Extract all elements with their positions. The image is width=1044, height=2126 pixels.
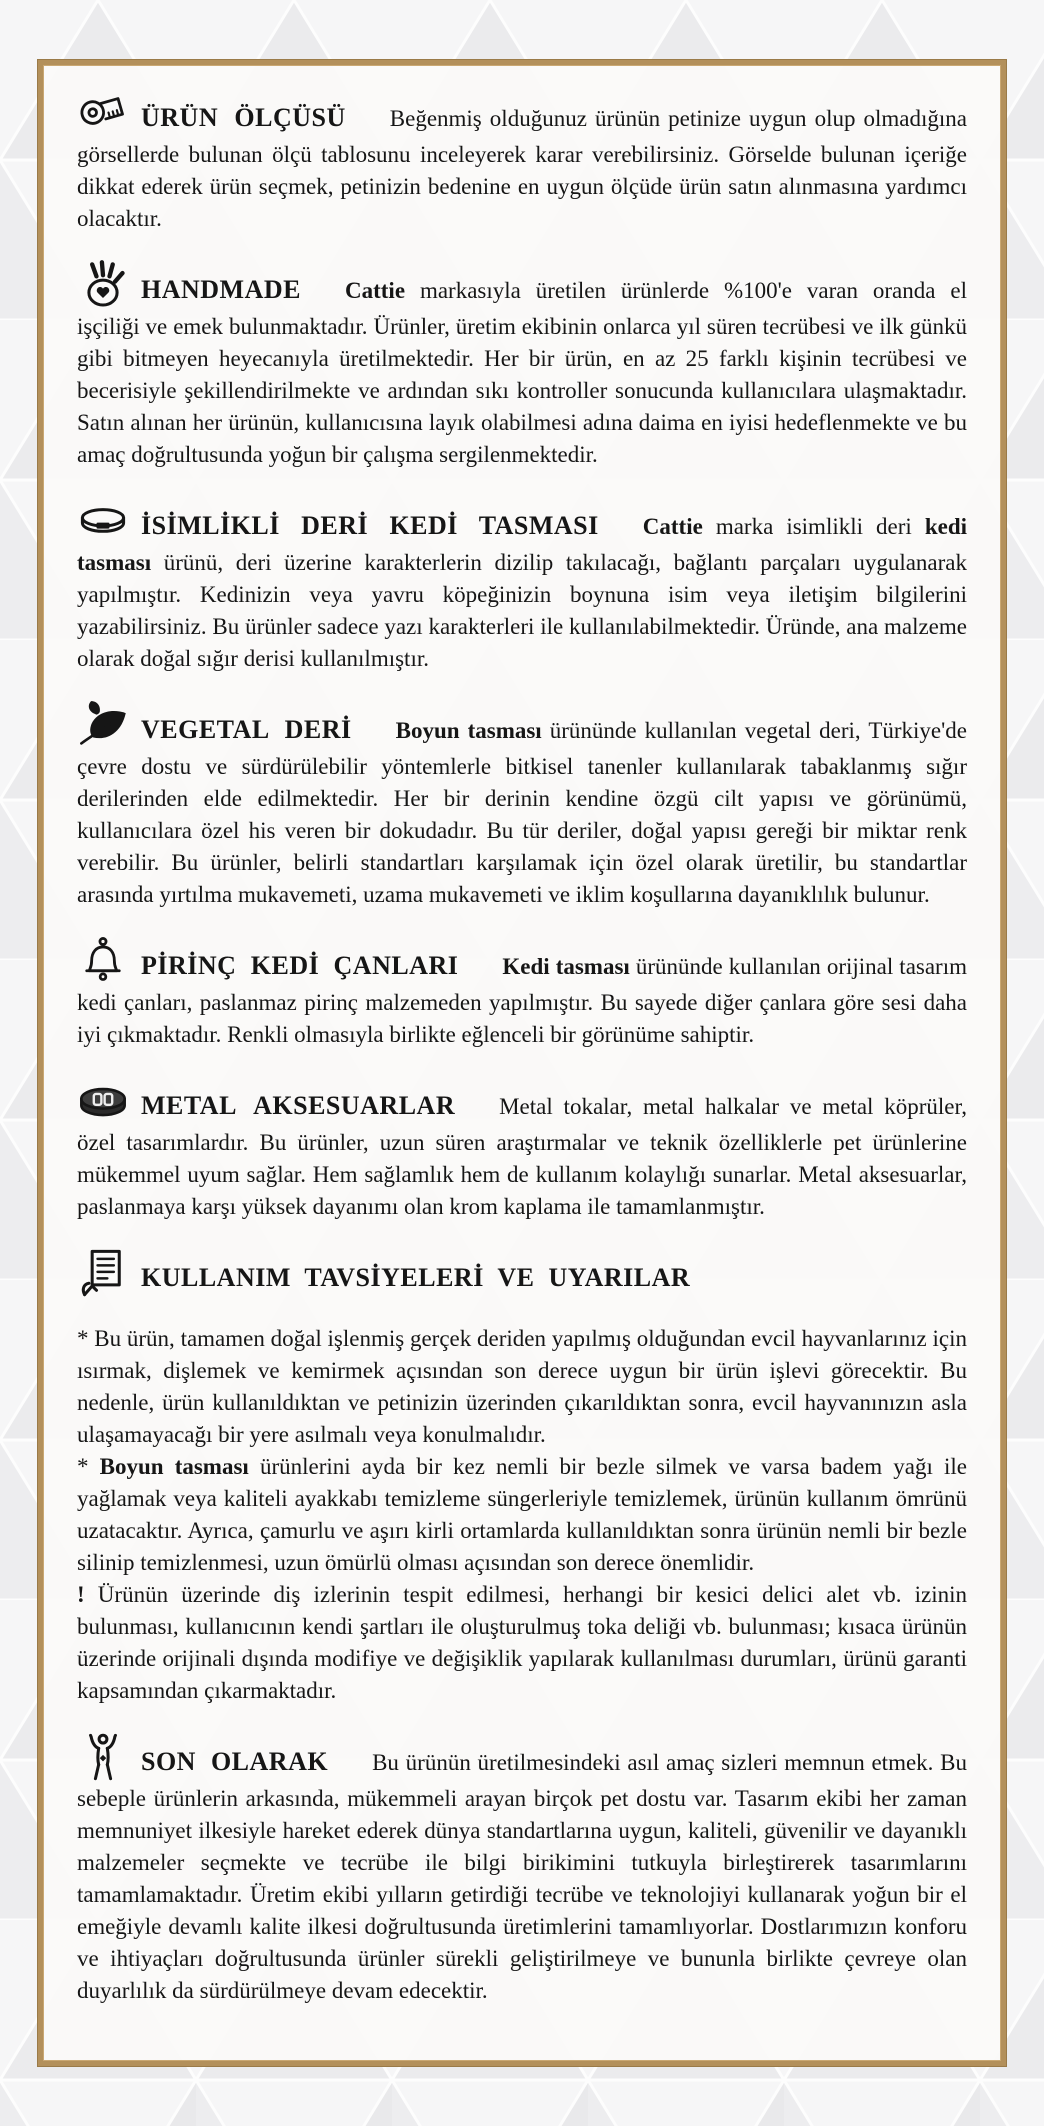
section-metal-accessories	[77, 1075, 967, 1223]
section-handmade	[77, 259, 967, 471]
usage-paragraph-3-text: Ürünün üzerinde diş izlerinin tespit edilmesi, herhangi bir kesici delici alet vb. izinin bulunması, kullanıcının kendi şartları ile oluşturulmuş toka deliği vb. bulunması; kısaca ürünün üzerinde orijinali dışında modifiye ve değişiklik yapılarak kullanılması durumları, ürünü garanti kapsamından çıkarmaktadır.	[77, 1582, 967, 1703]
usage-body	[77, 1323, 967, 1707]
care-note-icon	[77, 1247, 129, 1299]
metal-collar-icon	[77, 1075, 129, 1127]
section-body: ürünü, deri üzerine karakterlerin dizilip takılacağı, bağlantı parçaları uygulanarak yapılmıştır. Kedinizin veya yavru köpeğinizin boynuna isim veya iletişim bilgilerini yazabilirsiniz. Bu ürünler sadece yazı karakterleri ile kullanılabilmektedir. Üründe, ana malzeme olarak doğal sığır derisi kullanılmıştır.	[77, 550, 967, 671]
section-body: ürününde kullanılan orijinal tasarım kedi çanları, paslanmaz pirinç malzemeden yapılmıştır. Bu sayede diğer çanlara göre sesi daha iyi çıkmaktadır. Renkli olmasıyla birlikte eğlenceli bir görünüme sahiptir.	[77, 954, 967, 1047]
section-title: ÜRÜN ÖLÇÜSÜ	[141, 103, 346, 132]
brand-name: Cattie	[642, 514, 703, 539]
bullet: *	[77, 1454, 100, 1479]
section-body: Beğenmiş olduğunuz ürünün petinize uygun olup olmadığına görsellerde bulunan ölçü tablosunu inceleyerek karar verebilirsiniz. Görselde bulunan içeriğe dikkat ederek ürün seçmek, petinizin bedenine en uygun ölçüde ürün satın alınmasına yardımcı olacaktır.	[77, 106, 967, 231]
collar-icon	[77, 495, 129, 547]
product-name-bold: Boyun tasması	[395, 718, 542, 743]
section-body: Metal tokalar, metal halkalar ve metal köprüler, özel tasarımlardır. Bu ürünler, uzun süren araştırmalar ve teknik özelliklerle pet ürünlerine mükemmel uyum sağlar. Hem sağlamlık hem de kullanım kolaylığı sunarlar. Metal aksesuarlar, paslanmaya karşı yüksek dayanımı olan krom kaplama ile tamamlanmıştır.	[77, 1094, 967, 1219]
section-finally	[77, 1731, 967, 2007]
product-name-bold: Boyun tasması	[99, 1454, 249, 1479]
brand-name: Cattie	[345, 278, 406, 303]
section-title: HANDMADE	[141, 275, 301, 304]
section-title: İSİMLİKLİ DERİ KEDİ TASMASI	[141, 511, 599, 540]
section-brass-bells	[77, 935, 967, 1051]
product-name-bold: kedi tasması	[77, 514, 967, 575]
bell-icon	[77, 935, 129, 987]
section-body: Bu ürünün üretilmesindeki asıl amaç sizleri memnun etmek. Bu sebeple ürünlerin arkasında, mükemmeli arayan birçok pet dostu var. Tasarım ekibi her zaman memnuniyet ilkesiyle hareket ederek dünya standartlarına uygun, kaliteli, güvenilir ve dayanıklı malzemeler seçmekte ve tecrübe ile bilgi birikimini tutkuyla birleştirerek tasarımlarını tamamlamaktadır. Üretim ekibi yılların getirdiği tecrübe ve teknolojiyi kullanarak yoğun bir el emeğiyle devamlı kalite ilkesi doğrultusunda üretimlerini tamamlıyorlar. Dostlarımızın konforu ve ihtiyaçları doğrultusunda ürünler sürekli geliştirilmeye ve bununla birlikte çevreye olan duyarlılık da sürdürülmeye devam edecektir.	[77, 1750, 968, 2003]
usage-paragraph-2-text: ürünlerini ayda bir kez nemli bir bezle silmek ve varsa badem yağı ile yağlamak veya kaliteli ayakkabı temizleme süngerleriyle temizlemek, ürünün kullanım ömrünü uzatacaktır. Ayrıca, çamurlu ve aşırı kirli ortamlarda kullanıldıktan sonra ürünün nemli bir bezle silinip temizlenmesi, uzun ömürlü olması açısından son derece önemlidir.	[77, 1454, 968, 1575]
cheering-person-icon	[77, 1731, 129, 1783]
section-usage-warnings	[77, 1247, 967, 1707]
section-body: ürününde kullanılan vegetal deri, Türkiye'de çevre dostu ve sürdürülebilir yöntemlerle bitkisel tanenler kullanılarak tabaklanmış sığır derilerinden elde edilmektedir. Her bir derinin kendine özgü cilt yapısı ve görünümü, kullanıcılara özel his veren bir dokudadır. Bu tür deriler, doğal yapısı gereği bir miktar renk verebilir. Bu ürünler, belirli standartları karşılamak için özel olarak üretilir, bu standartlar arasında yırtılma mukavemeti, uzama mukavemeti ve iklim koşullarına dayanıklılık bulunur.	[77, 718, 967, 907]
section-named-leather-collar	[77, 495, 967, 675]
hand-heart-icon	[77, 259, 129, 311]
section-vegetal-leather	[77, 699, 967, 911]
section-title: SON OLARAK	[141, 1747, 329, 1776]
leaf-icon	[77, 699, 129, 751]
section-product-size	[77, 87, 967, 235]
usage-paragraph-2	[77, 1451, 967, 1579]
usage-heading-line	[77, 1247, 967, 1299]
measuring-tape-icon	[77, 87, 129, 139]
section-body-mid: marka isimlikli deri	[702, 514, 925, 539]
usage-paragraph-1: * Bu ürün, tamamen doğal işlenmiş gerçek deriden yapılmış olduğundan evcil hayvanlarınız için ısırmak, dişlemek ve kemirmek açısından son derece uygun bir ürün işlevi görecektir. Bu nedenle, ürün kullanıldıktan ve petinizin üzerinden çıkarıldıktan sonra, evcil hayvanınızın asla ulaşamayacağı bir yere asılmalı veya konulmalıdır.	[77, 1326, 967, 1447]
section-body: markasıyla üretilen ürünlerde %100'e varan oranda el işçiliği ve emek bulunmaktadır. Ürünler, üretim ekibinin onlarca yıl süren tecrübesi ve ilk günkü gibi bitmeyen heyecanıyla üretilmektedir. Her bir ürün, en az 25 farklı kişinin tecrübesi ve becerisiyle şekillendirilmekte ve ardından sıkı kontroller sonucunda kullanıcılara ulaşmaktadır. Satın alınan her ürünün, kullanıcısına layık olabilmesi adına daima en iyisi hedeflenmekte ve bu amaç doğrultusunda yoğun bir çalışma sergilenmektedir.	[77, 278, 967, 467]
warning-mark: !	[77, 1582, 85, 1607]
section-title: VEGETAL DERİ	[141, 715, 352, 744]
usage-paragraph-3	[77, 1579, 967, 1707]
section-title: METAL AKSESUARLAR	[141, 1091, 456, 1120]
content-frame	[38, 60, 1006, 2066]
section-title: KULLANIM TAVSİYELERİ VE UYARILAR	[141, 1263, 691, 1292]
section-title: PİRİNÇ KEDİ ÇANLARI	[141, 951, 459, 980]
product-name-bold: Kedi tasması	[502, 954, 630, 979]
